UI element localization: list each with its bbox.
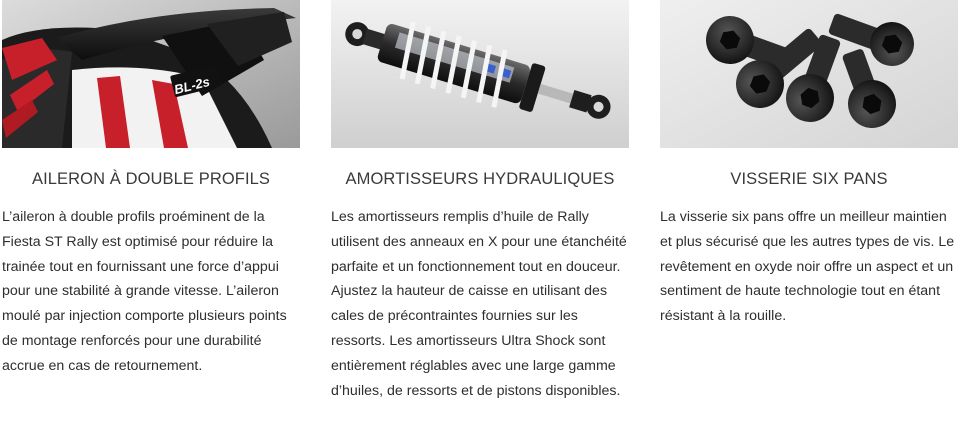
feature-shocks (331, 0, 629, 403)
feature-title: VISSERIE SIX PANS (730, 170, 888, 188)
shock-absorber-image (331, 0, 629, 148)
feature-description: Les amortisseurs remplis d’huile de Rally utilisent des anneaux en X pour une étanchéité parfaite et un fonctionnement tout en douceur. Ajustez la hauteur de caisse en utilisant des cales de précontraintes fournies sur les ressorts. Les amortisseurs Ultra Shock sont entièrement réglables avec une large gamme d’huiles, de ressorts et de pistons disponibles. (331, 209, 627, 399)
hex-screws-image (660, 0, 958, 148)
spoiler-image (2, 0, 300, 148)
feature-screws (660, 0, 958, 329)
spoiler-badge-text: BL-2s (172, 73, 212, 98)
feature-title: AMORTISSEURS HYDRAULIQUES (345, 170, 615, 188)
feature-description: La visserie six pans offre un meilleur maintien et plus sécurisé que les autres types de vis. Le revêtement en oxyde noir offre un aspect et un sentiment de haute technologie tout en étant résistant à la rouille. (660, 209, 955, 325)
feature-description: L’aileron à double profils proéminent de la Fiesta ST Rally est optimisé pour réduire la trainée tout en fournissant une force d’appui pour une stabilité à grande vitesse. L’aileron moulé par injection comporte plusieurs points de montage renforcés pour une durabilité accrue en cas de retournement. (2, 209, 287, 374)
feature-spoiler (2, 0, 300, 379)
feature-title: AILERON À DOUBLE PROFILS (31, 170, 271, 188)
